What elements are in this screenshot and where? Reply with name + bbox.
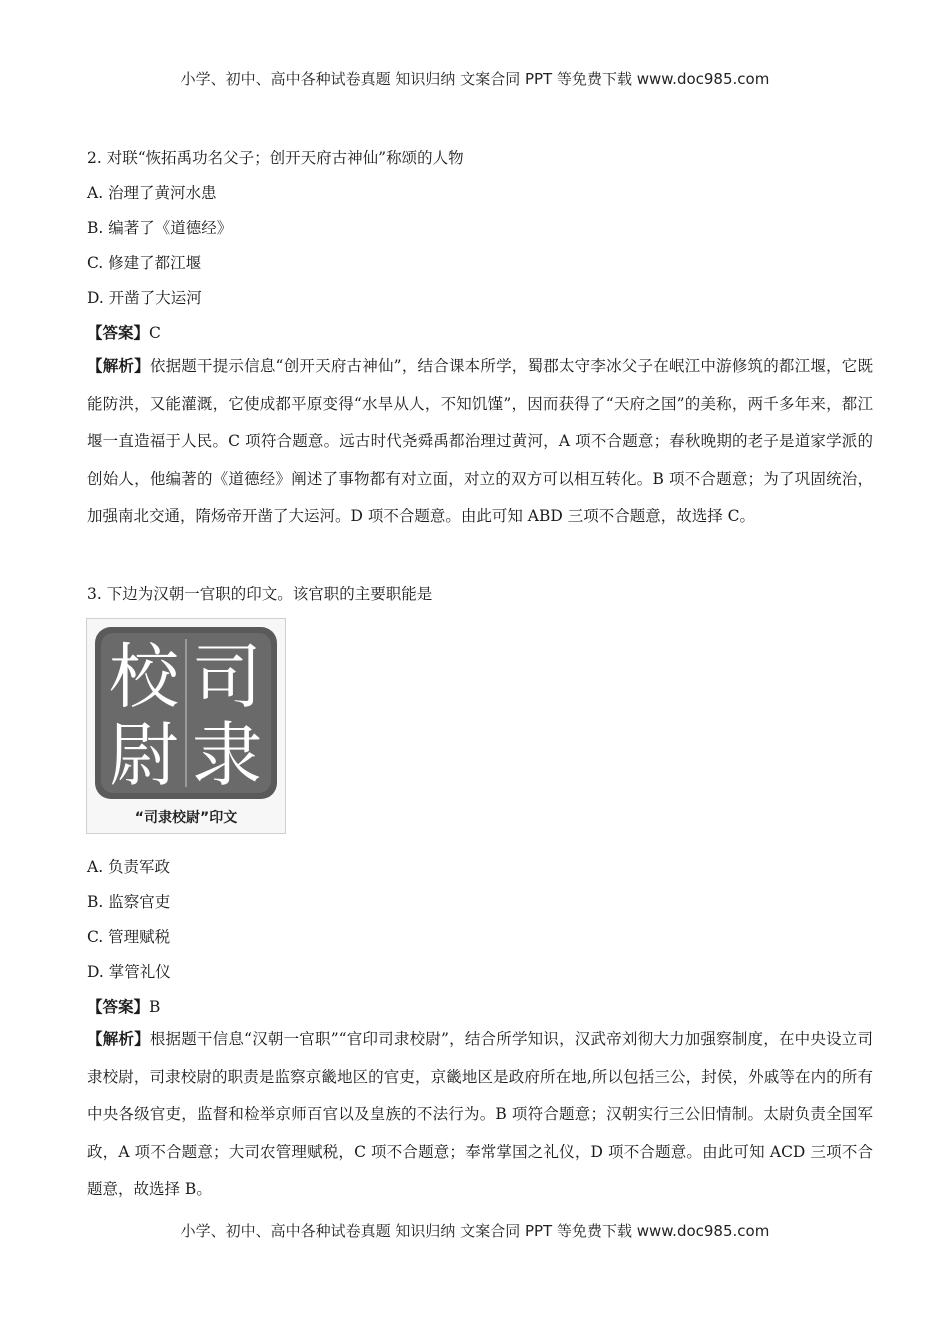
page-footer: 小学、初中、高中各种试卷真题 知识归纳 文案合同 PPT 等免费下载 www.doc985.com	[180, 1222, 770, 1240]
seal-stamp	[87, 619, 285, 805]
seal-caption: “司隶校尉”印文	[134, 810, 238, 826]
answer-value: B	[149, 998, 161, 1016]
seal-char-li: 隶	[192, 714, 262, 796]
question-2-option-b: B. 编著了《道德经》	[87, 219, 233, 237]
question-2-stem: 2. 对联“恢拓禹功名父子；创开天府古神仙”称颂的人物	[87, 149, 464, 167]
question-3-option-c: C. 管理赋税	[87, 928, 171, 946]
answer-label: 【答案】	[87, 323, 150, 342]
analysis-text: 依据题干提示信息“创开天府古神仙”，结合课本所学，蜀郡太守李冰父子在岷江中游修筑的都江堰，它既能防洪，又能灌溉，它使成都平原变得“水旱从人，不知饥馑”，因而获得了“天府之国”的美称，两千多年来，都江堰一直造福于人民。C 项符合题意。远古时代尧舜禹都治理过黄河，A 项不合题意；春秋晚期的老子是道家学派的创始人，他编著的《道德经》阐述了事物都有对立面，对立的双方可以相互转化。B 项不合题意；为了巩固统治，加强南北交通，隋炀帝开凿了大运河。D 项不合题意。由此可知 ABD 三项不合题意，故选择 C。	[87, 357, 873, 525]
question-3-option-b: B. 监察官吏	[87, 893, 171, 911]
question-3-answer	[87, 995, 160, 1017]
seal-char-wei: 尉	[109, 714, 179, 796]
analysis-label: 【解析】	[87, 356, 150, 375]
seal-char-si: 司	[192, 636, 262, 718]
question-2-option-c: C. 修建了都江堰	[87, 254, 202, 272]
analysis-label: 【解析】	[87, 1029, 150, 1048]
question-2-option-d: D. 开凿了大运河	[87, 289, 202, 307]
question-3-analysis	[87, 1020, 873, 1209]
question-3-option-d: D. 掌管礼仪	[87, 963, 171, 981]
seal-image	[86, 618, 286, 834]
question-2-option-a: A. 治理了黄河水患	[87, 184, 217, 202]
analysis-text: 根据题干信息“汉朝一官职”“官印司隶校尉”，结合所学知识，汉武帝刘彻大力加强察制度，在中央设立司隶校尉，司隶校尉的职责是监察京畿地区的官吏，京畿地区是政府所在地,所以包括三公，封侯，外戚等在内的所有中央各级官吏，监督和检举京师百官以及皇族的不法行为。B 项符合题意；汉朝实行三公旧情制。太尉负责全国军政，A 项不合题意；大司农管理赋税，C 项不合题意；奉常掌国之礼仪，D 项不合题意。由此可知 ACD 三项不合题意，故选择 B。	[87, 1030, 873, 1198]
question-2-answer	[87, 321, 161, 343]
seal-char-xiao: 校	[109, 636, 179, 718]
question-3-stem: 3. 下边为汉朝一官职的印文。该官职的主要职能是	[87, 585, 433, 603]
question-3-option-a: A. 负责军政	[87, 858, 171, 876]
page-header: 小学、初中、高中各种试卷真题 知识归纳 文案合同 PPT 等免费下载 www.doc985.com	[180, 70, 770, 88]
answer-label: 【答案】	[87, 997, 150, 1016]
answer-value: C	[149, 324, 161, 342]
question-2-analysis	[87, 347, 873, 536]
